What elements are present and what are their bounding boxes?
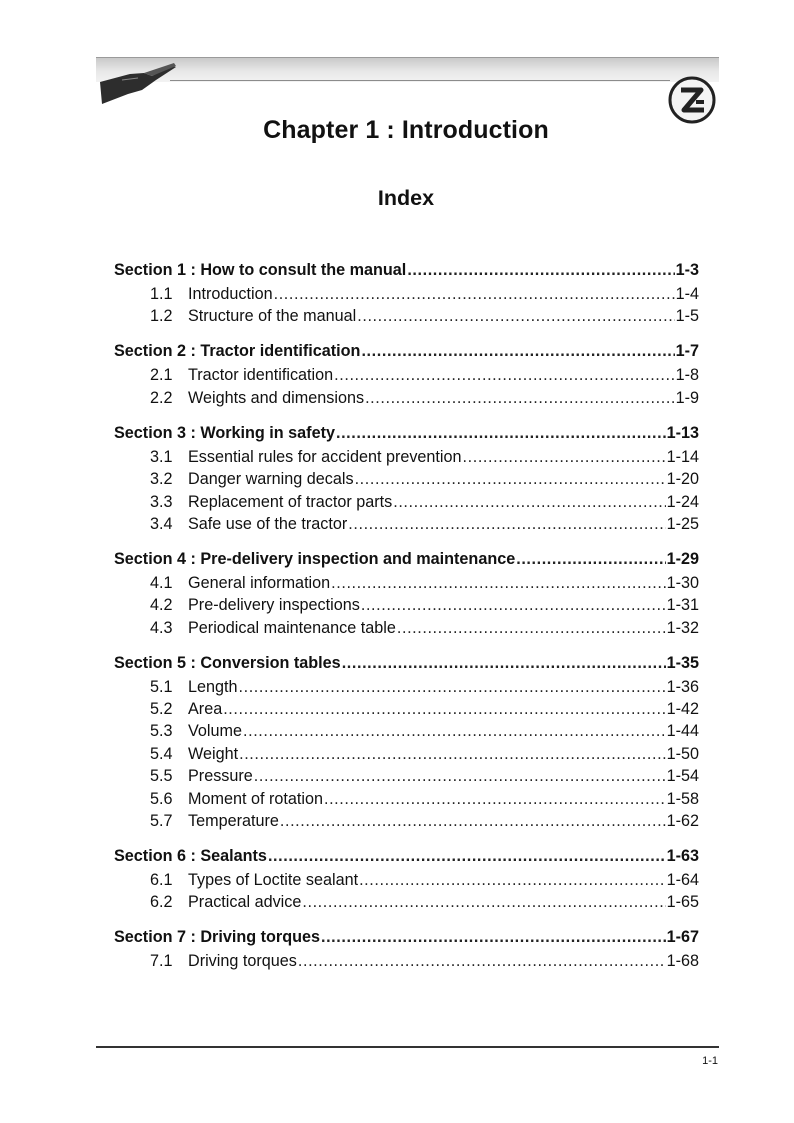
- toc-subsection-entry[interactable]: [114, 698, 699, 720]
- toc-item-title: Weight: [188, 744, 239, 763]
- toc-item-number: 5.5: [150, 767, 173, 786]
- toc-item-number: 5.1: [150, 677, 173, 696]
- toc-subsection-entry[interactable]: [114, 446, 699, 468]
- toc-item-title: General information: [188, 573, 331, 592]
- toc-subsection-entry[interactable]: [114, 676, 699, 698]
- toc-item-title: Safe use of the tractor: [188, 514, 348, 533]
- toc-page-number: 1-30: [666, 573, 699, 592]
- toc-page-number: 1-42: [666, 700, 699, 719]
- dot-leader: [302, 891, 665, 913]
- toc-subsection-entry[interactable]: [114, 869, 699, 891]
- toc-item-number: 6.2: [150, 893, 173, 912]
- toc-page-number: 1-24: [666, 492, 699, 511]
- toc-item-number: 5.6: [150, 789, 173, 808]
- toc-item-title: Tractor identification: [188, 366, 334, 385]
- toc-item-title: Volume: [188, 722, 242, 741]
- toc-page-number: 1-4: [675, 285, 699, 303]
- dot-leader: [321, 925, 666, 950]
- toc-subsection-entry[interactable]: [114, 810, 699, 832]
- dot-leader: [357, 305, 674, 327]
- table-of-contents: [114, 258, 699, 984]
- toc-page-number: 1-44: [666, 722, 699, 741]
- dot-leader: [393, 491, 665, 513]
- pointing-hand-pen-icon: [92, 60, 182, 110]
- toc-item-number: 5.3: [150, 722, 173, 741]
- toc-item-number: 3.1: [150, 447, 173, 466]
- toc-section-entry[interactable]: [114, 339, 699, 364]
- toc-section-title: Section 2 : Tractor identification: [114, 342, 361, 361]
- toc-subsection-entry[interactable]: [114, 468, 699, 490]
- toc-item-number: 6.1: [150, 871, 173, 889]
- toc-section-title: Section 6 : Sealants: [114, 847, 267, 865]
- toc-subsection-entry[interactable]: [114, 891, 699, 913]
- toc-subsection-entry[interactable]: [114, 491, 699, 513]
- toc-item-title: Replacement of tractor parts: [188, 492, 393, 511]
- toc-page-number: 1-25: [666, 514, 699, 533]
- toc-section-group: [114, 547, 699, 639]
- dot-leader: [223, 698, 665, 720]
- toc-item-number: 5.7: [150, 812, 173, 831]
- header-band: [96, 57, 719, 82]
- toc-section-title: Section 5 : Conversion tables: [114, 653, 341, 672]
- toc-page-number: 1-5: [675, 307, 699, 326]
- header-rule: [170, 80, 670, 81]
- toc-subsection-entry[interactable]: [114, 617, 699, 639]
- footer-rule: [96, 1046, 719, 1048]
- toc-page-number: 1-63: [666, 847, 699, 865]
- toc-page-number: 1-58: [666, 789, 699, 808]
- toc-item-number: 2.1: [150, 366, 173, 385]
- toc-item-title: Structure of the manual: [188, 307, 357, 326]
- toc-page-number: 1-35: [666, 653, 699, 672]
- toc-page-number: 1-8: [675, 366, 699, 385]
- toc-subsection-entry[interactable]: [114, 513, 699, 535]
- toc-subsection-entry[interactable]: [114, 305, 699, 327]
- dot-leader: [359, 869, 666, 891]
- dot-leader: [239, 743, 666, 765]
- toc-section-entry[interactable]: [114, 651, 699, 676]
- toc-item-number: 5.2: [150, 700, 173, 719]
- toc-page-number: 1-3: [675, 261, 699, 279]
- toc-section-title: Section 4 : Pre-delivery inspection and maintenance: [114, 549, 516, 568]
- toc-section-title: Section 1 : How to consult the manual: [114, 261, 407, 279]
- toc-subsection-entry[interactable]: [114, 283, 699, 305]
- toc-item-number: 4.3: [150, 618, 173, 637]
- toc-subsection-entry[interactable]: [114, 364, 699, 386]
- toc-item-number: 2.2: [150, 388, 173, 407]
- toc-item-title: Length: [188, 677, 238, 696]
- toc-section-title: Section 7 : Driving torques: [114, 928, 320, 947]
- toc-page-number: 1-14: [666, 447, 699, 466]
- toc-section-group: [114, 339, 699, 409]
- page-number: 1-1: [702, 1055, 718, 1067]
- toc-item-title: Area: [188, 700, 223, 719]
- toc-subsection-entry[interactable]: [114, 720, 699, 742]
- toc-page-number: 1-65: [666, 893, 699, 912]
- toc-page-number: 1-9: [675, 388, 699, 407]
- dot-leader: [334, 364, 674, 386]
- dot-leader: [324, 788, 666, 810]
- toc-page-number: 1-31: [666, 596, 699, 615]
- toc-page-number: 1-32: [666, 618, 699, 637]
- toc-section-group: [114, 844, 699, 914]
- toc-item-title: Weights and dimensions: [188, 388, 365, 407]
- dot-leader: [254, 765, 666, 787]
- toc-section-entry[interactable]: [114, 258, 699, 283]
- toc-item-number: 1.1: [150, 285, 173, 303]
- chapter-title: Chapter 1 : Introduction: [263, 116, 549, 144]
- toc-item-title: Introduction: [188, 285, 273, 303]
- toc-subsection-entry[interactable]: [114, 387, 699, 409]
- dot-leader: [365, 387, 675, 409]
- toc-subsection-entry[interactable]: [114, 743, 699, 765]
- toc-section-entry[interactable]: [114, 844, 699, 869]
- toc-item-title: Types of Loctite sealant: [188, 871, 359, 889]
- toc-item-number: 4.2: [150, 596, 173, 615]
- dot-leader: [268, 844, 666, 869]
- toc-item-number: 4.1: [150, 573, 173, 592]
- toc-item-title: Pre-delivery inspections: [188, 596, 360, 615]
- toc-section-group: [114, 421, 699, 536]
- toc-item-title: Danger warning decals: [188, 470, 354, 489]
- toc-subsection-entry[interactable]: [114, 950, 699, 972]
- toc-section-entry[interactable]: [114, 421, 699, 446]
- dot-leader: [336, 421, 666, 446]
- dot-leader: [280, 810, 666, 832]
- dot-leader: [516, 547, 665, 572]
- dot-leader: [355, 468, 666, 490]
- toc-item-title: Periodical maintenance table: [188, 618, 396, 637]
- dot-leader: [342, 651, 666, 676]
- toc-section-group: [114, 925, 699, 972]
- toc-subsection-entry[interactable]: [114, 788, 699, 810]
- toc-page-number: 1-36: [666, 677, 699, 696]
- toc-page-number: 1-54: [666, 767, 699, 786]
- toc-section-title: Section 3 : Working in safety: [114, 423, 335, 442]
- dot-leader: [331, 572, 665, 594]
- dot-leader: [298, 950, 666, 972]
- toc-item-title: Essential rules for accident prevention: [188, 447, 462, 466]
- toc-item-title: Temperature: [188, 812, 279, 831]
- index-title: Index: [377, 186, 435, 210]
- dot-leader: [348, 513, 665, 535]
- toc-item-number: 5.4: [150, 744, 173, 763]
- dot-leader: [361, 594, 666, 616]
- toc-item-number: 3.4: [150, 514, 173, 533]
- toc-page-number: 1-68: [666, 952, 699, 971]
- toc-section-group: [114, 258, 699, 328]
- toc-subsection-entry[interactable]: [114, 594, 699, 616]
- toc-page-number: 1-64: [666, 871, 699, 889]
- dot-leader: [361, 339, 674, 364]
- toc-section-entry[interactable]: [114, 925, 699, 950]
- toc-page-number: 1-7: [675, 342, 699, 361]
- toc-item-title: Driving torques: [188, 952, 297, 971]
- toc-item-title: Pressure: [188, 767, 253, 786]
- toc-section-entry[interactable]: [114, 547, 699, 572]
- toc-page-number: 1-62: [666, 812, 699, 831]
- toc-page-number: 1-20: [666, 470, 699, 489]
- toc-item-title: Moment of rotation: [188, 789, 323, 808]
- dot-leader: [397, 617, 666, 639]
- toc-page-number: 1-67: [666, 928, 699, 947]
- dot-leader: [243, 720, 666, 742]
- dot-leader: [239, 676, 666, 698]
- dot-leader: [407, 258, 674, 283]
- toc-page-number: 1-50: [666, 744, 699, 763]
- dot-leader: [274, 283, 675, 305]
- toc-section-group: [114, 651, 699, 833]
- toc-item-title: Practical advice: [188, 893, 302, 912]
- toc-item-number: 3.2: [150, 470, 173, 489]
- toc-subsection-entry[interactable]: [114, 765, 699, 787]
- toc-subsection-entry[interactable]: [114, 572, 699, 594]
- dot-leader: [463, 446, 666, 468]
- toc-page-number: 1-29: [666, 549, 699, 568]
- toc-page-number: 1-13: [666, 423, 699, 442]
- toc-item-number: 1.2: [150, 307, 173, 326]
- toc-item-number: 7.1: [150, 952, 173, 971]
- toc-item-number: 3.3: [150, 492, 173, 511]
